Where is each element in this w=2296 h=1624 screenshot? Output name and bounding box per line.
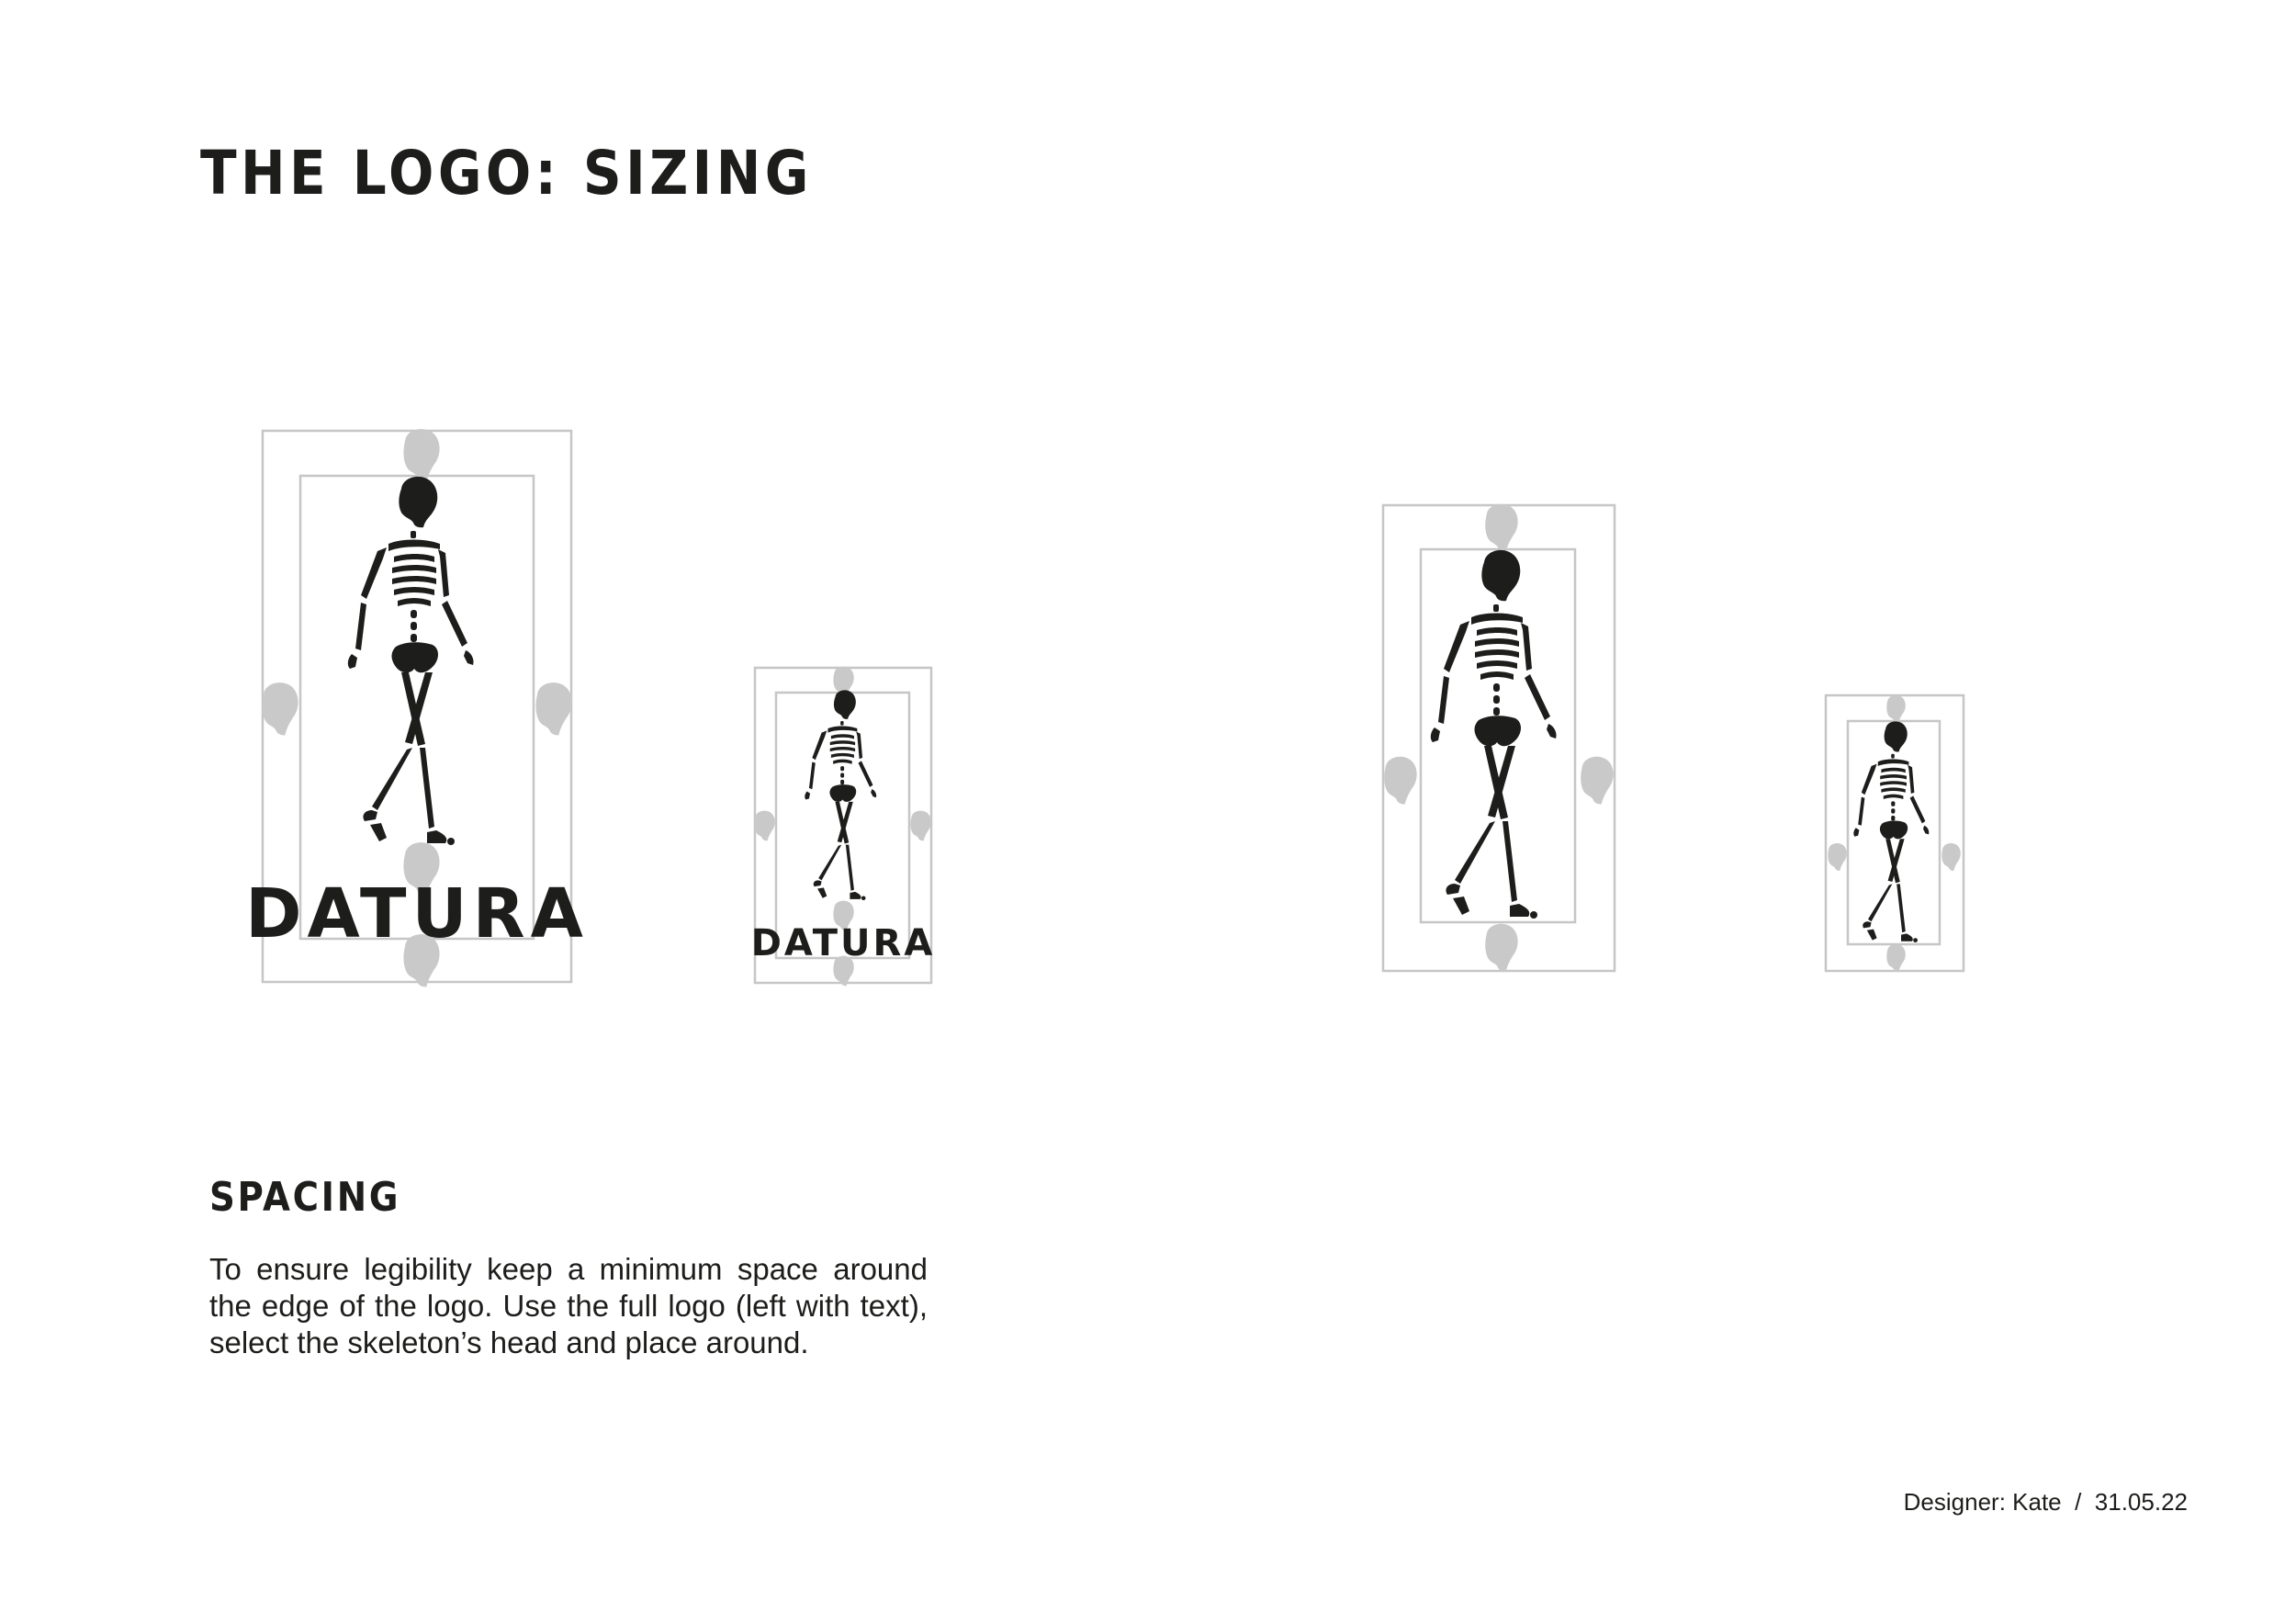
full-logo-large <box>245 429 589 987</box>
wordmark: DATURA <box>245 874 589 953</box>
wordmark: DATURA <box>750 922 936 964</box>
designer-name: Designer: Kate <box>1903 1488 2062 1516</box>
spacing-description: To ensure legibility keep a minimum space around the edge of the logo. Use the full logo (left with text), select the skeleton’s head and place around. <box>209 1252 928 1359</box>
skeleton-figure <box>1853 721 1929 942</box>
credit-separator: / <box>2075 1488 2082 1516</box>
skeleton-figure <box>1431 550 1557 919</box>
credit-date: 31.05.22 <box>2094 1488 2188 1516</box>
skeleton-logo-large <box>1383 504 1615 972</box>
designer-credit <box>1904 1488 2188 1517</box>
full-logo-small <box>751 667 936 987</box>
skeleton-figure <box>348 477 474 845</box>
page-title: THE LOGO: SIZING <box>200 138 813 209</box>
section-title: SPACING <box>209 1174 401 1221</box>
skeleton-logo-small <box>1826 695 1964 972</box>
skeleton-figure <box>805 690 876 900</box>
